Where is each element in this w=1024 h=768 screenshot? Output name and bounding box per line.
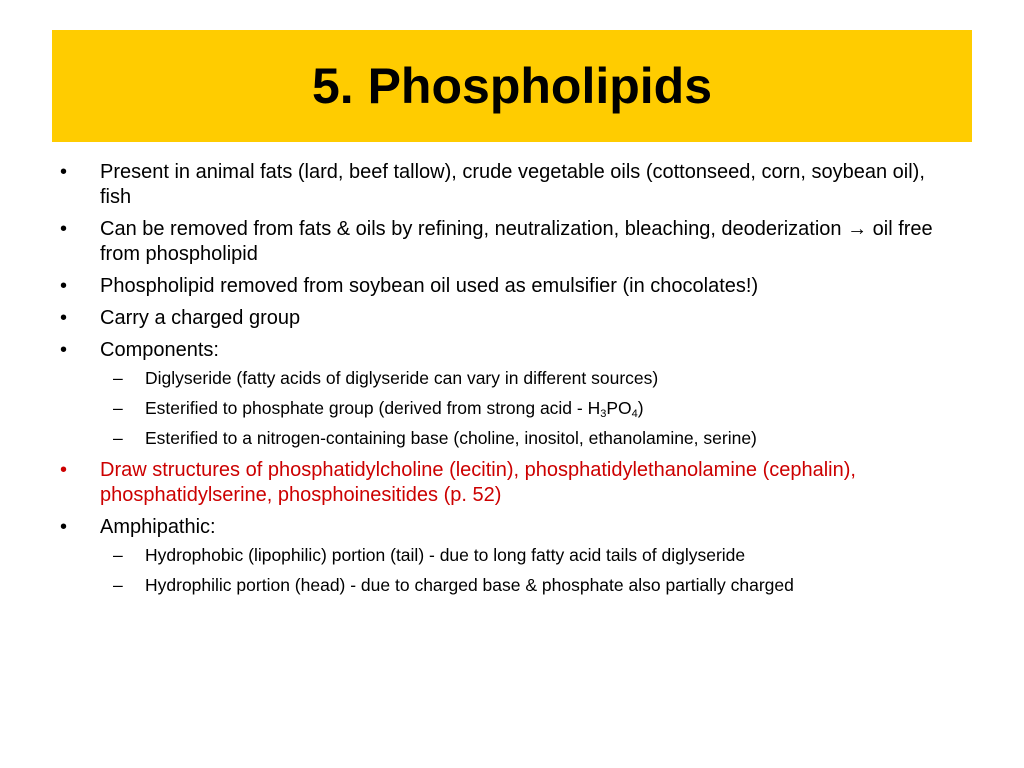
bullet-marker: • xyxy=(60,275,68,297)
sub-item xyxy=(100,368,958,389)
bullet-item xyxy=(58,217,958,267)
dash-marker: – xyxy=(113,368,123,388)
formula-prefix-text: Esterified to phosphate group (derived from strong acid - H xyxy=(145,398,601,418)
dash-marker: – xyxy=(113,545,123,565)
bullet-marker: • xyxy=(60,339,68,361)
sub-item xyxy=(100,428,958,449)
bullet-marker: • xyxy=(60,307,68,329)
subscript-3: 3 xyxy=(600,408,607,420)
formula-mid-text: PO xyxy=(606,398,632,418)
sub-item-text: Hydrophilic portion (head) - due to charged base & phosphate also partially charged xyxy=(145,575,794,595)
bullet-item-amphipathic xyxy=(58,515,958,596)
sub-list xyxy=(100,368,958,449)
dash-marker: – xyxy=(113,575,123,595)
sub-item xyxy=(100,575,958,596)
bullet-marker: • xyxy=(60,218,68,240)
dash-marker: – xyxy=(113,428,123,448)
bullet-item xyxy=(58,306,958,331)
sub-item-text: Hydrophobic (lipophilic) portion (tail) - due to long fatty acid tails of diglyseride xyxy=(145,545,746,565)
bullet-text: Present in animal fats (lard, beef tallow), crude vegetable oils (cottonseed, corn, soybean oil), fish xyxy=(100,161,925,208)
bullet-item xyxy=(58,160,958,210)
bullet-text: Components: xyxy=(100,339,219,361)
sub-item-text: Esterified to a nitrogen-containing base (choline, inositol, ethanolamine, serine) xyxy=(145,428,757,448)
bullet-item-components xyxy=(58,338,958,449)
bullet-text: Carry a charged group xyxy=(100,307,301,329)
sub-item-text xyxy=(145,398,644,418)
bullet-text: Amphipathic: xyxy=(100,516,216,538)
subscript-4: 4 xyxy=(631,408,638,420)
sub-item xyxy=(100,398,958,419)
formula-suffix-text: ) xyxy=(637,398,644,418)
title-bar xyxy=(52,30,972,142)
slide-title: 5. Phospholipids xyxy=(311,58,713,114)
bullet-marker: • xyxy=(60,161,68,183)
dash-marker: – xyxy=(113,398,123,418)
bullet-marker: • xyxy=(60,459,68,481)
bullet-marker: • xyxy=(60,516,68,538)
bullet-list xyxy=(58,160,958,605)
bullet-text: Phospholipid removed from soybean oil used as emulsifier (in chocolates!) xyxy=(100,275,759,297)
sub-list xyxy=(100,545,958,596)
bullet-item xyxy=(58,274,958,299)
bullet-text: Draw structures of phosphatidylcholine (lecitin), phosphatidylethanolamine (cephalin), phosphatidylserine, phosphoinesitides (p. 52) xyxy=(100,459,856,506)
bullet-item-highlighted xyxy=(58,458,958,508)
bullet-text: Can be removed from fats & oils by refining, neutralization, bleaching, deoderization → oil free from phospholipid xyxy=(100,218,933,265)
sub-item xyxy=(100,545,958,566)
sub-item-text: Diglyseride (fatty acids of diglyseride can vary in different sources) xyxy=(145,368,659,388)
